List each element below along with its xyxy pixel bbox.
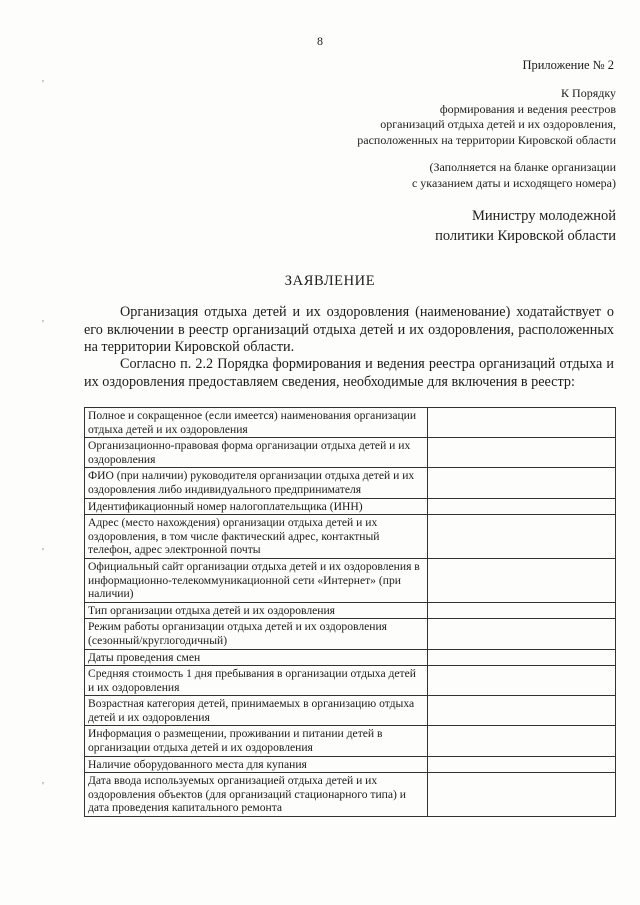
- table-row-value-cell[interactable]: [427, 498, 615, 515]
- table-row: [85, 438, 616, 468]
- note-line: с указанием даты и исходящего номера): [411, 175, 616, 190]
- table-row-value-cell[interactable]: [427, 619, 615, 649]
- table-row: [85, 498, 616, 515]
- table-row-value-cell[interactable]: [427, 438, 615, 468]
- table-row: [85, 602, 616, 619]
- margin-mark: ': [42, 546, 44, 558]
- order-reference: [276, 86, 616, 148]
- table-row-value-cell[interactable]: [427, 666, 615, 696]
- addressee: [316, 206, 616, 246]
- table-row-label: Официальный сайт организации отдыха детей и их оздоровления в информационно-телекоммуникационной сети «Интернет» (при наличии): [85, 558, 428, 602]
- table-row-label: Режим работы организации отдыха детей и их оздоровления (сезонный/круглогодичный): [85, 619, 428, 649]
- table-row-value-cell[interactable]: [427, 408, 615, 438]
- table-row-label: Тип организации отдыха детей и их оздоровления: [85, 602, 428, 619]
- table-row: [85, 408, 616, 438]
- table-row-label: Организационно-правовая форма организации отдыха детей и их оздоровления: [85, 438, 428, 468]
- margin-mark: ': [42, 780, 44, 792]
- table-row: [85, 468, 616, 498]
- table-row-label: Информация о размещении, проживании и питании детей в организации отдыха детей и их оздоровления: [85, 726, 428, 756]
- table-row-value-cell[interactable]: [427, 602, 615, 619]
- table-row: [85, 515, 616, 559]
- table-row-label: Средняя стоимость 1 дня пребывания в организации отдыха детей и их оздоровления: [85, 666, 428, 696]
- information-paragraph: Согласно п. 2.2 Порядка формирования и ведения реестра организаций отдыха и их оздоровления предоставляем сведения, необходимые для включения в реестр:: [84, 356, 614, 390]
- registry-info-table: [84, 407, 616, 817]
- table-row: [85, 649, 616, 666]
- table-row-label: Возрастная категория детей, принимаемых в организацию отдыха детей и их оздоровления: [85, 696, 428, 726]
- table-row-label: Идентификационный номер налогоплательщика (ИНН): [85, 498, 428, 515]
- table-row-label: ФИО (при наличии) руководителя организации отдыха детей и их оздоровления либо индивидуального предпринимателя: [85, 468, 428, 498]
- table-row-label: Даты проведения смен: [85, 649, 428, 666]
- table-row-value-cell[interactable]: [427, 773, 615, 817]
- table-row: [85, 558, 616, 602]
- request-paragraph: Организация отдыха детей и их оздоровления (наименование) ходатайствует о его включении в реестр организаций отдыха детей и их оздоровления, расположенных на территории Кировской области.: [84, 304, 614, 356]
- table-row-value-cell[interactable]: [427, 558, 615, 602]
- order-line: расположенных на территории Кировской области: [357, 132, 616, 147]
- addressee-line: Министру молодежной: [472, 208, 616, 224]
- order-line: организаций отдыха детей и их оздоровления,: [380, 117, 616, 131]
- table-row-value-cell[interactable]: [427, 756, 615, 773]
- table-row: [85, 666, 616, 696]
- order-line: К Порядку: [561, 86, 616, 100]
- table-row: [85, 619, 616, 649]
- table-row-label: Полное и сокращенное (если имеется) наименования организации отдыха детей и их оздоровления: [85, 408, 428, 438]
- table-row: [85, 773, 616, 817]
- table-row-value-cell[interactable]: [427, 515, 615, 559]
- document-title: ЗАЯВЛЕНИЕ: [284, 273, 376, 289]
- margin-mark: ': [42, 318, 44, 330]
- addressee-line: политики Кировской области: [435, 228, 616, 244]
- table-row-label: Наличие оборудованного места для купания: [85, 756, 428, 773]
- table-row: [85, 726, 616, 756]
- appendix-label: Приложение № 2: [522, 58, 614, 72]
- table-row-value-cell[interactable]: [427, 696, 615, 726]
- letterhead-note: [296, 160, 616, 191]
- table-row: [85, 696, 616, 726]
- table-row: [85, 756, 616, 773]
- page-number: 8: [317, 34, 323, 48]
- table-row-value-cell[interactable]: [427, 649, 615, 666]
- table-row-label: Адрес (место нахождения) организации отдыха детей и их оздоровления, в том числе фактический адрес, контактный телефон, адрес электронной почты: [85, 515, 428, 559]
- margin-mark: ': [42, 78, 44, 90]
- table-row-label: Дата ввода используемых организацией отдыха детей и их оздоровления объектов (для организаций стационарного типа) и дата проведения капитального ремонта: [85, 773, 428, 817]
- order-line: формирования и ведения реестров: [439, 101, 616, 116]
- note-line: (Заполняется на бланке организации: [429, 160, 616, 174]
- table-row-value-cell[interactable]: [427, 468, 615, 498]
- table-row-value-cell[interactable]: [427, 726, 615, 756]
